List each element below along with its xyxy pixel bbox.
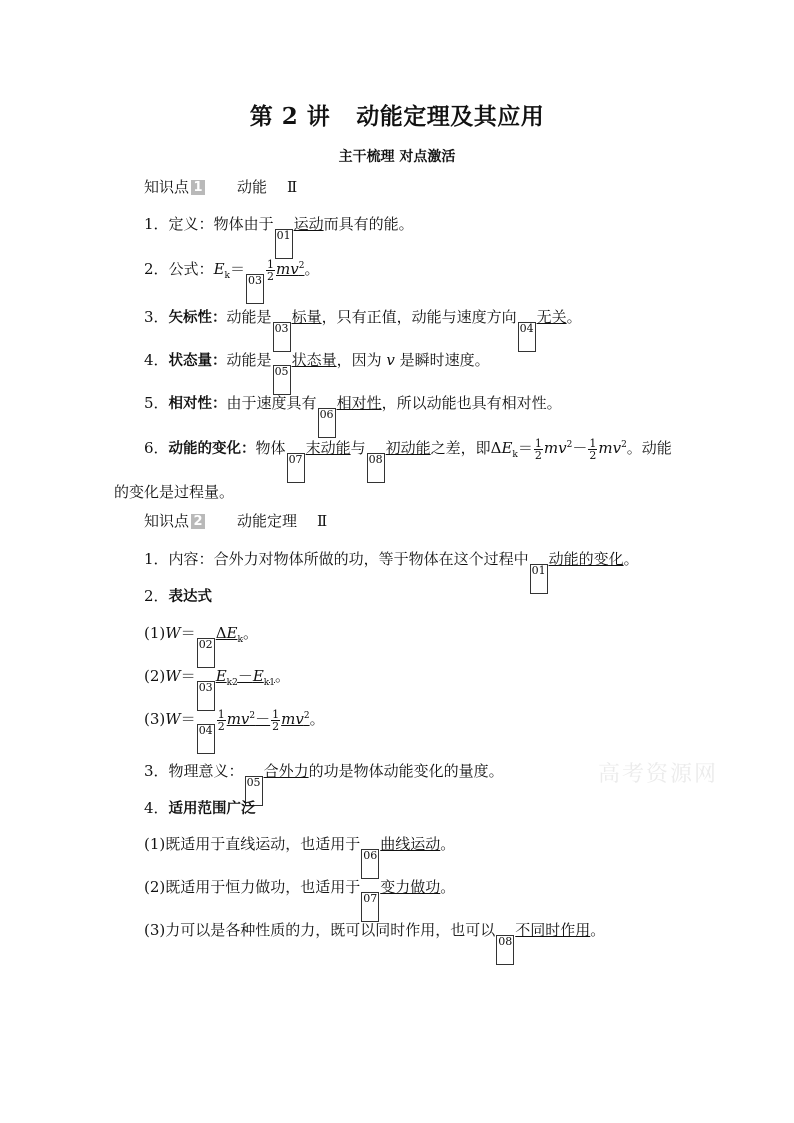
kp1-item-change: 6．动能的变化：物体07末动能与08初动能之差，即$\Delta E_k=$ $\frac{1}{2}$ $mv^2-$ $\frac{1}{2}$ $mv^2$。动能 — [144, 437, 672, 483]
answer-box: 05 — [245, 776, 263, 806]
knowledge-point-2-heading: 知识点 2 动能定理 Ⅱ — [144, 512, 328, 530]
answer-box: 03 — [246, 274, 264, 304]
answer-box: 07 — [287, 453, 305, 483]
lecture-title: 第 2 讲 动能定理及其应用 — [249, 103, 545, 130]
kp2-item-scope: 4．适用范围广泛 — [144, 799, 256, 817]
kp1-item-relativity: 5．相对性：由于速度具有06相对性，所以动能也具有相对性。 — [144, 392, 562, 438]
kp1-item-change-continued: 的变化是过程量。 — [114, 483, 235, 501]
answer-box: 07 — [361, 892, 379, 922]
answer-box: 06 — [318, 408, 336, 438]
answer-box: 03 — [273, 322, 291, 352]
kp1-item-formula: 2．公式：$E_k=03$ $\frac{1}{2}$ $mv^2$。 — [144, 258, 319, 304]
kp2-item-content: 1．内容：合外力对物体所做的功，等于物体在这个过程中01动能的变化。 — [144, 548, 639, 594]
answer-box: 04 — [197, 724, 215, 754]
kp2-scope-3: (3)力可以是各种性质的力，既可以同时作用，也可以08不同时作用。 — [144, 919, 605, 965]
answer-box: 01 — [530, 564, 548, 594]
knowledge-point-number: 1 — [191, 180, 205, 195]
knowledge-point-number: 2 — [191, 514, 205, 529]
kp1-item-state: 4．状态量：动能是05状态量，因为 v 是瞬时速度。 — [144, 349, 490, 395]
answer-box: 02 — [197, 638, 215, 668]
kp2-expression-3: (3)W＝04 $\frac{1}{2}$ $mv^2-$ $\frac{1}{2}$ $mv^2$。 — [144, 708, 325, 754]
section-subtitle: 主干梳理 对点激活 — [338, 149, 456, 165]
answer-box: 08 — [367, 453, 385, 483]
answer-box: 06 — [361, 849, 379, 879]
kp2-expression-2: $(2)W=03E_{k2}-E_{k1}$。 — [144, 665, 290, 711]
answer-box: 01 — [275, 229, 293, 259]
kp2-scope-1: (1)既适用于直线运动，也适用于06曲线运动。 — [144, 833, 455, 879]
answer-box: 05 — [273, 365, 291, 395]
kp2-item-meaning: 3．物理意义：05合外力的功是物体动能变化的量度。 — [144, 760, 504, 806]
answer-box: 04 — [518, 322, 536, 352]
watermark: 高考资源网 — [598, 762, 719, 787]
kp2-item-expression: 2．表达式 — [144, 587, 213, 605]
answer-text: 运动 — [293, 215, 324, 233]
answer-box: 08 — [496, 935, 514, 965]
knowledge-point-1-heading: 知识点 1 动能 Ⅱ — [144, 178, 298, 196]
answer-box: 03 — [197, 681, 215, 711]
kp1-item-scalar: 3．矢标性：动能是03标量，只有正值，动能与速度方向04无关。 — [144, 306, 582, 352]
kp2-scope-2: (2)既适用于恒力做功，也适用于07变力做功。 — [144, 876, 455, 922]
kp1-item-definition: 1．定义：物体由于01运动而具有的能。 — [144, 213, 414, 259]
kp2-expression-1: $(1)W=02\Delta E_k$。 — [144, 622, 258, 668]
